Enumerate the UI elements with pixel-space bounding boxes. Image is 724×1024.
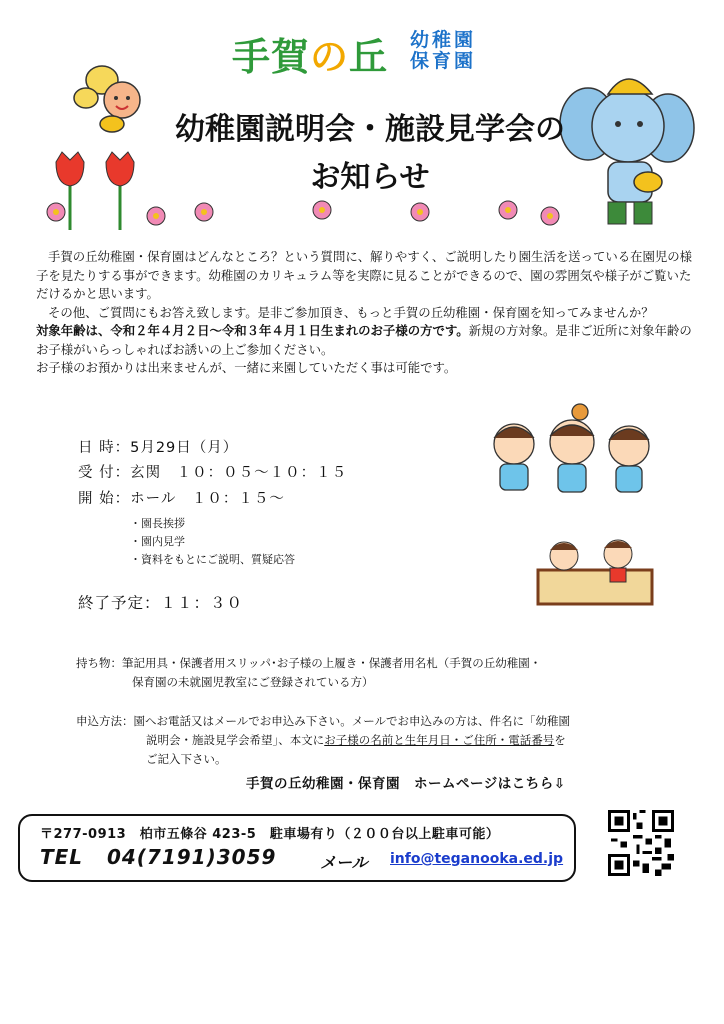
logo-kanji-1: 手賀 (232, 34, 311, 79)
intro-text (36, 248, 696, 378)
logo-kana: の (310, 34, 350, 79)
schedule-start: 開 始：ホール １０：１５～ (78, 491, 285, 507)
homepage-label: 手賀の丘幼稚園・保育園 ホームページはこちら⇩ (246, 776, 566, 792)
logo-sub-line2: 保育園 (410, 50, 477, 72)
tel-label: TEL (40, 845, 84, 869)
email-link[interactable]: info@teganooka.ed.jp (390, 851, 564, 867)
belongings-line2: 保育園の未就園児教室にご登録されている方） (132, 675, 374, 689)
intro-paragraph-4: お子様のお預かりは出来ませんが、一緒に来園していただく事は可能です。 (36, 360, 457, 375)
logo-subtitle (410, 30, 476, 72)
logo-sub-line1: 幼稚園 (410, 29, 477, 51)
page-title-line1: 幼稚園説明会・施設見学会の (175, 112, 565, 147)
target-age-note: 新規の方対象。是非ご近所に対象年齢のお子様がいらっしゃればお誘いの上ご参加ください。 (36, 323, 692, 357)
application-section (76, 712, 570, 769)
bee-illustration (72, 60, 152, 135)
schedule-reception: 受 付：玄関 １０：０５～１０：１５ (78, 465, 348, 481)
page-title-line2: お知らせ (310, 160, 430, 195)
qr-code-icon[interactable] (608, 810, 674, 876)
schedule-date: 日 時：5月29日（月） (78, 440, 239, 456)
belongings-line1: 持ち物：筆記用具・保護者用スリッパ･お子様の上履き・保護者用名札（手賀の丘幼稚園・ (76, 656, 542, 670)
logo-title (232, 26, 388, 81)
intro-paragraph-2: その他、ご質問にもお答え致します。是非ご参加頂き、もっと手賀の丘幼稚園・保育園を知ってみませんか？ (48, 304, 654, 320)
sandbox-illustration (534, 532, 658, 608)
application-line1: 申込方法：園へお電話又はメールでお申込み下さい。メールでお申込みの方は、件名に「幼稚園 (76, 714, 571, 728)
application-line2-text: 説明会・施設見学会希望」、本文に (146, 733, 325, 747)
mail-label: メール (320, 853, 368, 872)
application-line3: ご記入下さい。 (146, 752, 227, 766)
phone-number (40, 845, 276, 869)
intro-paragraph-1: 手賀の丘幼稚園・保育園はどんなところ？という質問に、解りやすく、ご説明したり園生活を送っている在園児の様子を見たりする事ができます。幼稚園のカリキュラム等を実際に見ることができるので、園の雰囲気や様子がご覧いただけるかと思います。 (36, 249, 693, 301)
schedule-end: 終了予定：１１：３０ (78, 594, 244, 612)
intro-paragraph-3 (36, 322, 696, 359)
logo-kanji-2: 丘 (349, 34, 389, 79)
address-text: 〒277-0913 柏市五條谷 423-5 駐車場有り（２００台以上駐車可能） (40, 827, 500, 842)
required-info-text: お子様の名前と生年月日・ご住所・電話番号 (324, 733, 555, 747)
tel-number: 04(7191)3059 (106, 845, 277, 869)
application-line2 (76, 731, 570, 750)
children-illustration (484, 402, 660, 498)
elephant-illustration (548, 64, 698, 234)
application-line2-end: を (554, 733, 566, 747)
schedule-item: ・園長挨拶 (130, 517, 185, 530)
belongings-section (76, 654, 541, 692)
target-age-text: 対象年齢は、令和２年４月２日～令和３年４月１日生まれのお子様の方です。 (36, 323, 469, 338)
schedule-item: ・資料をもとにご説明、質疑応答 (130, 553, 295, 566)
schedule-item: ・園内見学 (130, 535, 185, 548)
